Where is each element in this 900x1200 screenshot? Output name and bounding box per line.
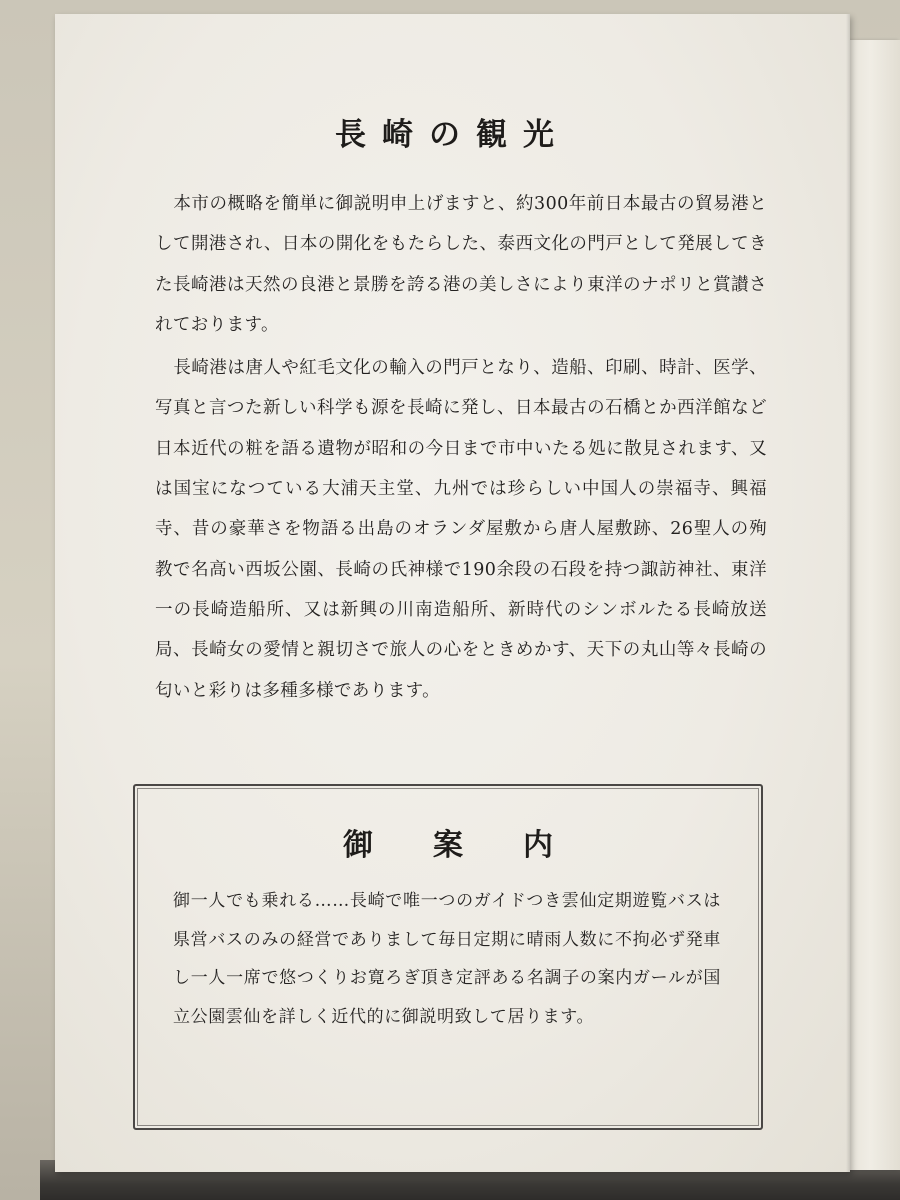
- adjacent-page-edge: [850, 40, 900, 1170]
- notice-body: [173, 882, 721, 1036]
- page-title: 長崎の観光: [335, 117, 570, 153]
- paragraph-1: 本市の概略を簡単に御説明申上げますと、約300年前日本最古の貿易港として開港され、日本の開化をもたらした、泰西文化の門戸として発展してきた長崎港は天然の良港と景勝を誇る港の美しさにより東洋のナポリと賞讃されております。: [155, 194, 767, 335]
- article-body: [155, 184, 767, 711]
- leaflet-page: [55, 14, 850, 1172]
- guide-notice-box: [133, 784, 763, 1130]
- notice-text: 御一人でも乗れる……長崎で唯一つのガイドつき雲仙定期遊覧バスは県営バスのみの経営でありまして毎日定期に晴雨人数に不拘必ず発車し一人一席で悠つくりお寛ろぎ頂き定評ある名調子の案内ガールが国立公園雲仙を詳しく近代的に御説明致して居ります。: [173, 891, 721, 1027]
- page-fold-shadow: [846, 14, 850, 1172]
- notice-title: 御案内: [343, 828, 613, 863]
- paragraph-2: 長崎港は唐人や紅毛文化の輸入の門戸となり、造船、印刷、時計、医学、写真と言つた新しい科学も源を長崎に発し、日本最古の石橋とか西洋館など日本近代の粧を語る遺物が昭和の今日まで市中いたる処に散見されます、又は国宝になつている大浦天主堂、九州では珍らしい中国人の崇福寺、興福寺、昔の豪華さを物語る出島のオランダ屋敷から唐人屋敷跡、26聖人の殉教で名高い西坂公園、長崎の氏神様で190余段の石段を持つ諏訪神社、東洋一の長崎造船所、又は新興の川南造船所、新時代のシンボルたる長崎放送局、長崎女の愛情と親切さで旅人の心をときめかす、天下の丸山等々長崎の匂いと彩りは多種多様であります。: [155, 358, 767, 701]
